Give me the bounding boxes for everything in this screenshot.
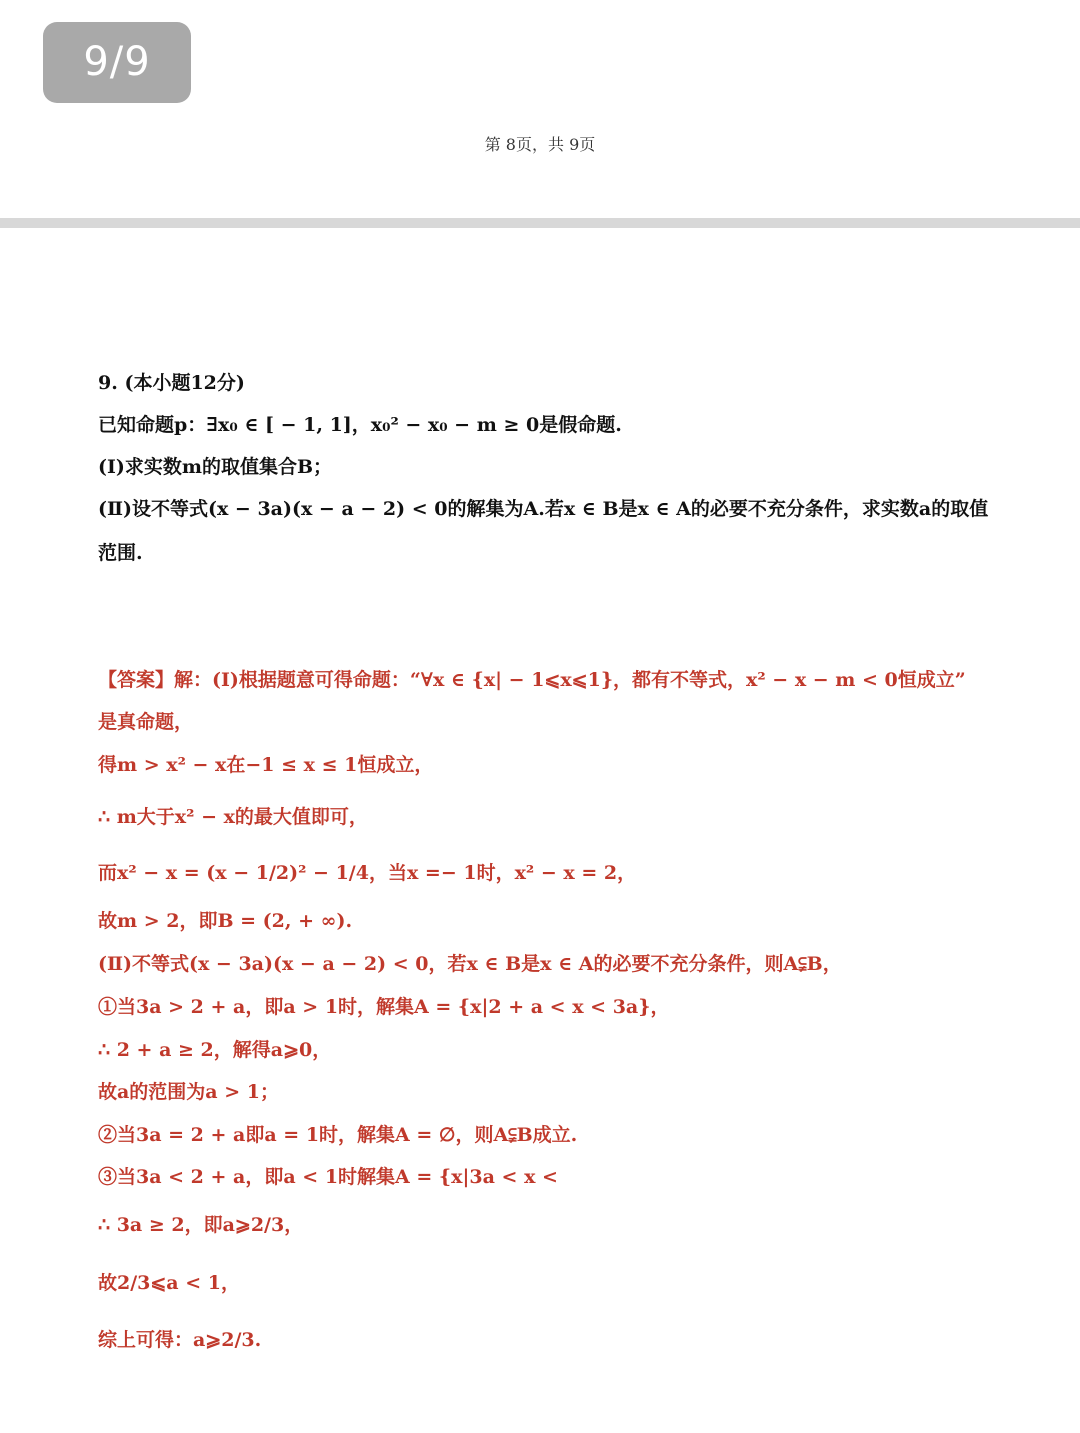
- answer-line-7: (Ⅱ)不等式(x − 3a)(x − a − 2) < 0，若x ∈ B是x ∈ A的必要不充分条件，则A⫋B，: [98, 953, 842, 975]
- answer-line-14: 故2/3⩽a < 1，: [98, 1272, 240, 1294]
- page-indicator-badge: 9/9: [43, 22, 191, 103]
- answer-line-11: ②当3a = 2 + a即a = 1时，解集A = ∅，则A⫋B成立.: [98, 1124, 578, 1146]
- answer-line-1: 【答案】解：(Ⅰ)根据题意可得命题：“∀x ∈ {x| − 1⩽x⩽1}，都有不等式，x² − x − m < 0恒成立”: [98, 669, 966, 691]
- answer-line-2: 是真命题，: [98, 711, 194, 733]
- answer-line-3: 得m > x² − x在−1 ≤ x ≤ 1恒成立，: [98, 754, 434, 776]
- answer-line-6: 故m > 2，即B = (2, + ∞).: [98, 910, 353, 932]
- answer-line-5: 而x² − x = (x − 1/2)² − 1/4，当x =− 1时，x² − x = 2，: [98, 862, 637, 884]
- question-stem: 已知命题p：∃x₀ ∈ [ − 1, 1]，x₀² − x₀ − m ≥ 0是假命题.: [98, 414, 622, 436]
- answer-line-12: ③当3a < 2 + a，即a < 1时解集A = {x|3a < x <: [98, 1166, 558, 1188]
- answer-line-9: ∴ 2 + a ≥ 2，解得a⩾0，: [98, 1039, 332, 1061]
- question-header: 9. (本小题12分): [98, 372, 245, 394]
- answer-line-8: ①当3a > 2 + a，即a > 1时，解集A = {x|2 + a < x < 3a}，: [98, 996, 670, 1018]
- answer-line-10: 故a的范围为a > 1；: [98, 1081, 279, 1103]
- question-part2-line2: 范围.: [98, 542, 143, 564]
- page-divider: [0, 218, 1080, 228]
- answer-line-4: ∴ m大于x² − x的最大值即可，: [98, 806, 368, 828]
- answer-line-15: 综上可得：a⩾2/3.: [98, 1329, 262, 1351]
- answer-line-13: ∴ 3a ≥ 2，即a⩾2/3，: [98, 1214, 304, 1236]
- question-part2-line1: (Ⅱ)设不等式(x − 3a)(x − a − 2) < 0的解集为A.若x ∈ B是x ∈ A的必要不充分条件，求实数a的取值: [98, 498, 989, 520]
- question-part1: (Ⅰ)求实数m的取值集合B；: [98, 456, 333, 478]
- page-footer: 第 8页，共 9页: [484, 135, 596, 154]
